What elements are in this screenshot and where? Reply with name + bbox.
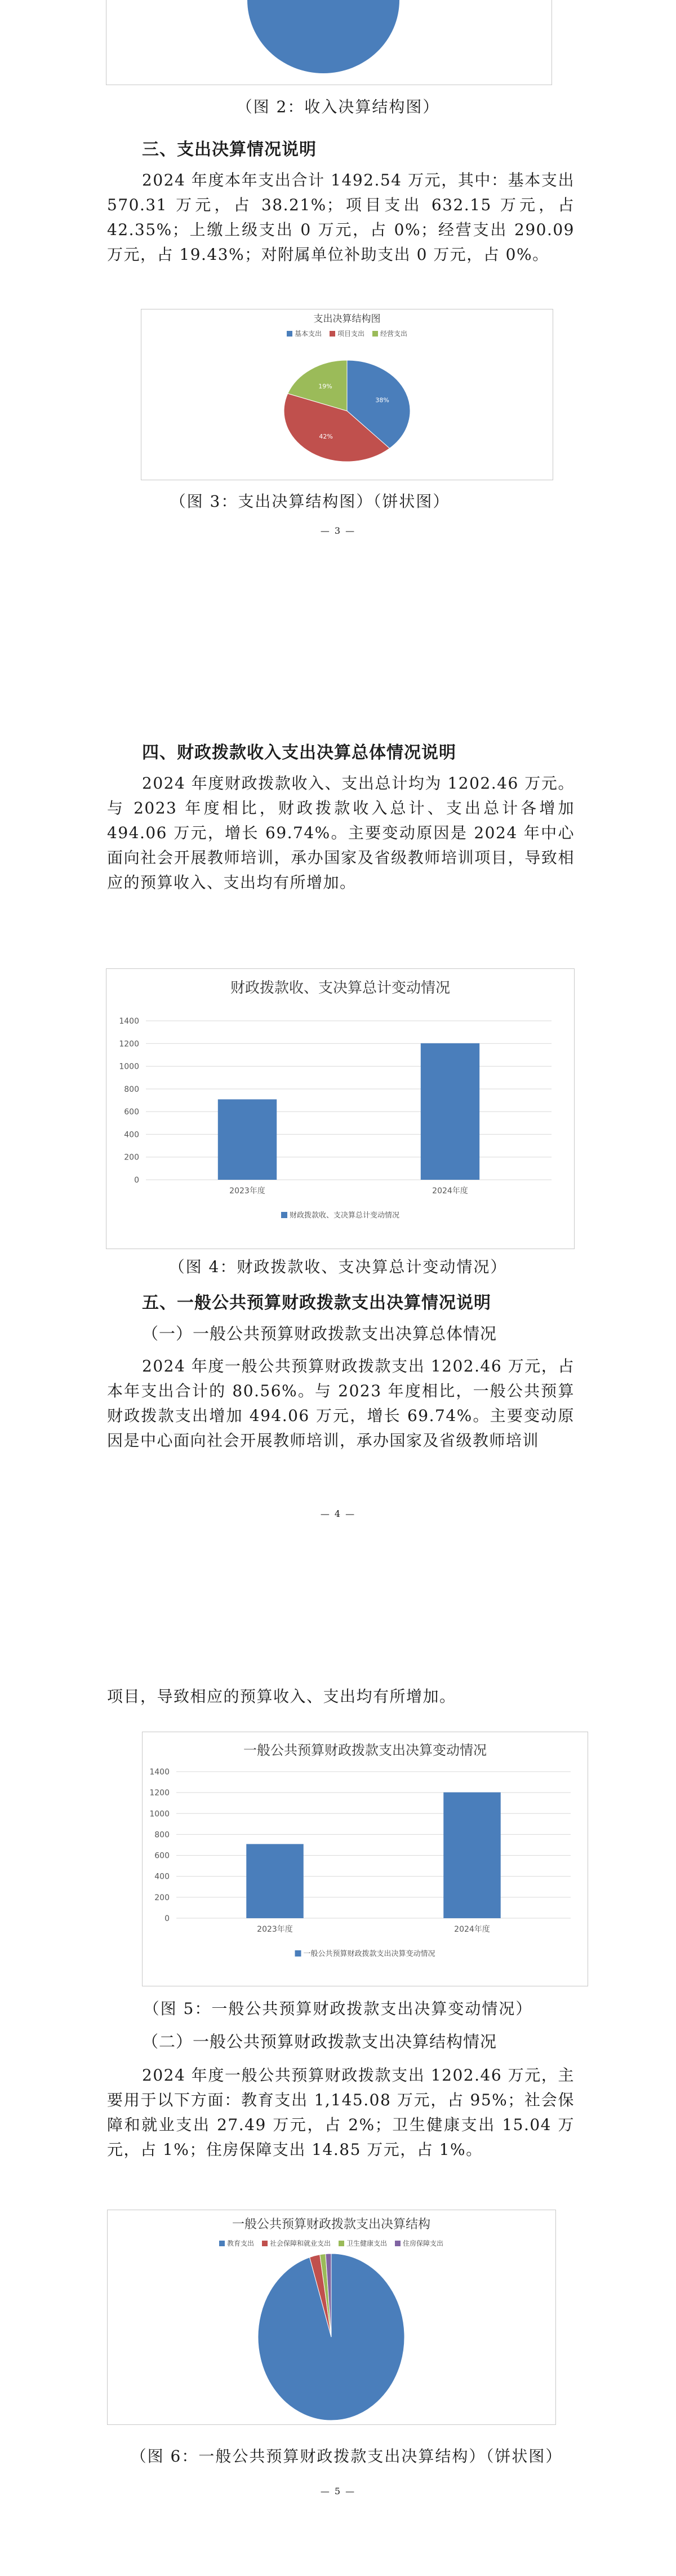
fig3-legend-label-1: 项目支出 [337, 330, 365, 338]
fig3-slices [284, 360, 410, 462]
fig5-ytick-3: 600 [154, 1851, 170, 1861]
fig2-chart-frame [106, 0, 552, 85]
section5-sub1-heading: （一）一般公共预算财政拨款支出决算总体情况 [142, 1324, 497, 1343]
fig3-legend-swatch-0 [287, 331, 292, 337]
fig5-ytick-4: 800 [154, 1830, 170, 1840]
fig5-bar-1 [443, 1792, 501, 1918]
page-number-5: — 5 — [320, 2486, 356, 2497]
section4-heading: 四、财政拨款收入支出决算总体情况说明 [142, 743, 456, 763]
fig4-bar-0 [218, 1099, 277, 1180]
fig3-title: 支出决算结构图 [313, 313, 381, 325]
section3-paragraph: 2024 年度本年支出合计 1492.54 万元，其中：基本支出 570.31 万元，占 38.21%；项目支出 632.15 万元，占 42.35%；上缴上级支出 0 万元，占 0%；经营支出 290.09 万元，占 19.43%；对附属单位补助支出 0 万元，占 0%。 [107, 171, 575, 264]
fig5-ytick-6: 1200 [149, 1789, 170, 1798]
fig5-bar-svg [143, 1732, 588, 1986]
section5-sub2-heading: （二）一般公共预算财政拨款支出决算结构情况 [142, 2032, 497, 2051]
fig6-legend-label-2: 卫生健康支出 [346, 2239, 388, 2247]
fig4-legend [281, 1211, 399, 1220]
fig4-ytick-4: 800 [124, 1085, 139, 1094]
fig3-data-label-0: 38% [375, 396, 389, 404]
fig6-legend-label-0: 教育支出 [227, 2239, 255, 2247]
fig5-ytick-5: 1000 [149, 1809, 170, 1819]
fig5-ytick-2: 400 [154, 1872, 170, 1882]
section5-paragraph-continued: 项目，导致相应的预算收入、支出均有所增加。 [107, 1687, 456, 1706]
fig6-chart-frame [107, 2210, 556, 2425]
fig6-legend-swatch-0 [219, 2241, 225, 2246]
fig2-pie-svg [106, 0, 552, 85]
fig4-bar-svg [106, 969, 574, 1249]
fig5-ytick-1: 200 [154, 1893, 170, 1902]
fig5-title: 一般公共预算财政拨款支出决算变动情况 [243, 1742, 487, 1758]
fig4-ytick-3: 600 [124, 1108, 139, 1117]
fig5-caption: （图 5：一般公共预算财政拨款支出决算变动情况） [143, 1999, 533, 2018]
fig4-caption: （图 4：财政拨款收、支决算总计变动情况） [168, 1258, 508, 1276]
section5-heading: 五、一般公共预算财政拨款支出决算情况说明 [142, 1293, 491, 1313]
fig3-legend-label-2: 经营支出 [380, 330, 408, 338]
fig4-title: 财政拨款收、支决算总计变动情况 [230, 980, 451, 997]
fig3-caption: （图 3：支出决算结构图）（饼状图） [170, 492, 450, 511]
fig4-ytick-2: 400 [124, 1130, 139, 1140]
fig6-legend-swatch-1 [262, 2241, 268, 2246]
fig5-ytick-0: 0 [164, 1914, 170, 1923]
fig6-caption: （图 6：一般公共预算财政拨款支出决算结构）（饼状图） [130, 2447, 563, 2466]
fig3-chart-frame [141, 309, 553, 480]
fig3-legend-swatch-2 [372, 331, 378, 337]
fig5-legend-swatch-0 [295, 1950, 301, 1957]
fig4-y-tick-labels [119, 1017, 139, 1185]
fig5-y-tick-labels [149, 1768, 170, 1923]
page-number-3: — 3 — [320, 525, 356, 536]
fig5-legend-label-0: 一般公共预算财政拨款支出决算变动情况 [303, 1950, 435, 1958]
fig4-legend-label-0: 财政拨款收、支决算总计变动情况 [290, 1211, 400, 1220]
fig5-gridlines [176, 1772, 571, 1918]
fig5-xtick-1: 2024年度 [454, 1925, 490, 1934]
fig3-pie-svg [141, 309, 553, 480]
fig6-slices [258, 2254, 404, 2420]
fig4-ytick-5: 1000 [119, 1062, 139, 1072]
fig4-xtick-1: 2024年度 [432, 1187, 468, 1196]
fig5-x-tick-labels [257, 1924, 490, 1934]
fig3-legend-label-0: 基本支出 [295, 330, 322, 338]
fig5-xtick-0: 2023年度 [257, 1925, 293, 1934]
fig5-legend [295, 1949, 435, 1958]
section4-paragraph: 2024 年度财政拨款收入、支出总计均为 1202.46 万元。与 2023 年度相比，财政拨款收入总计、支出总计各增加 494.06 万元，增长 69.74%。主要变动原因是 2024 年中心面向社会开展教师培训，承办国家及省级教师培训项目，导致相应的预算收入、支出均有所增加。 [107, 774, 575, 892]
fig6-legend-label-1: 社会保障和就业支出 [270, 2239, 331, 2247]
fig4-bar-1 [421, 1043, 479, 1180]
fig6-pie-svg [108, 2210, 555, 2424]
fig4-xtick-0: 2023年度 [229, 1187, 265, 1196]
fig5-bar-0 [246, 1844, 304, 1918]
fig3-legend-swatch-1 [330, 331, 335, 337]
section5-structure-paragraph: 2024 年度一般公共预算财政拨款支出 1202.46 万元，主要用于以下方面：教育支出 1,145.08 万元，占 95%；社会保障和就业支出 27.49 万元，占 2%；卫生健康支出 15.04 万元，占 1%；住房保障支出 14.85 万元，占 1%。 [107, 2066, 575, 2159]
fig2-caption: （图 2：收入决算结构图） [236, 98, 440, 116]
fig3-legend [287, 329, 407, 338]
fig2-pie-slice [247, 0, 399, 73]
fig5-ytick-7: 1400 [149, 1768, 170, 1777]
fig5-chart-frame [142, 1732, 588, 1986]
section3-heading: 三、支出决算情况说明 [142, 140, 317, 160]
fig4-ytick-6: 1200 [119, 1039, 139, 1049]
fig6-legend [219, 2239, 443, 2247]
section5-paragraph: 2024 年度一般公共预算财政拨款支出 1202.46 万元，占本年支出合计的 80.56%。与 2023 年度相比，一般公共预算财政拨款支出增加 494.06 万元，增长 69.74%。主要变动原因是中心面向社会开展教师培训，承办国家及省级教师培训 [107, 1357, 575, 1450]
fig4-x-tick-labels [229, 1186, 468, 1196]
fig6-legend-label-3: 住房保障支出 [403, 2239, 444, 2247]
fig6-legend-swatch-2 [339, 2241, 344, 2246]
fig4-legend-swatch-0 [281, 1212, 287, 1218]
fig4-ytick-1: 200 [124, 1153, 139, 1162]
fig6-title: 一般公共预算财政拨款支出决算结构 [232, 2218, 431, 2232]
fig6-legend-swatch-3 [395, 2241, 401, 2246]
fig3-data-label-2: 19% [318, 382, 332, 390]
fig4-gridlines [146, 1021, 552, 1180]
fig3-data-label-1: 42% [319, 432, 333, 440]
fig4-ytick-0: 0 [134, 1176, 139, 1185]
page-number-4: — 4 — [320, 1508, 356, 1519]
fig4-ytick-7: 1400 [119, 1017, 139, 1026]
fig4-chart-frame [106, 968, 575, 1249]
